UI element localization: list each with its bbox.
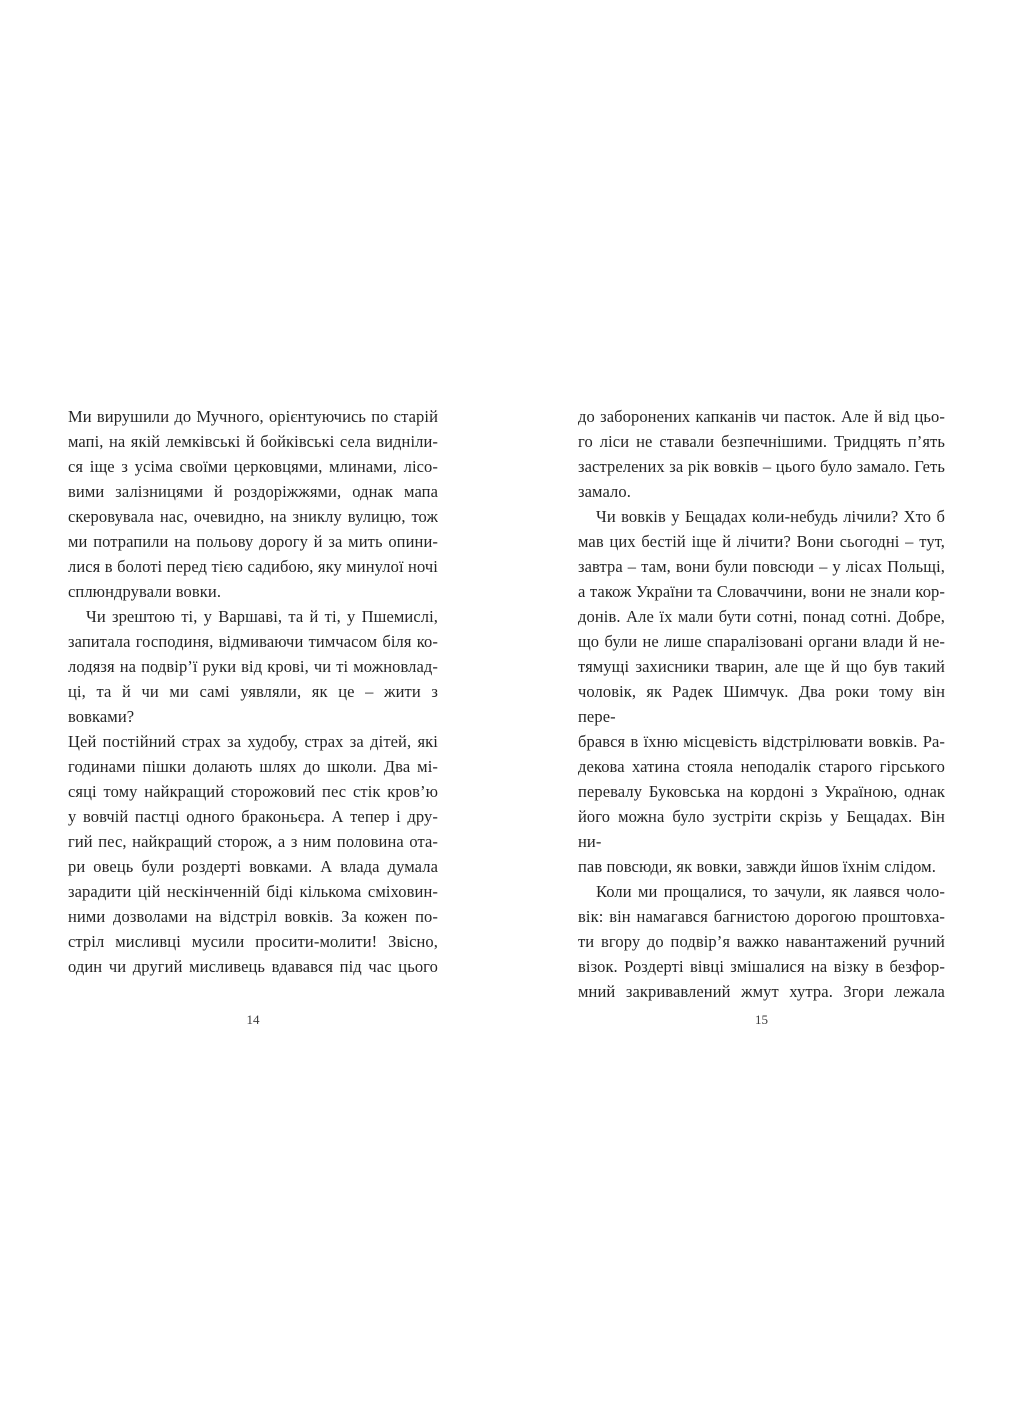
text-line: декова хатина стояла неподалік старого гірського xyxy=(578,757,945,776)
paragraph xyxy=(578,504,945,879)
text-line: його можна було зустріти скрізь у Бещадах. Він ни- xyxy=(578,807,945,851)
text-line: Коли ми прощалися, то зачули, як лаявся чоло- xyxy=(596,882,945,901)
text-line: перевалу Буковська на кордоні з Україною, однак xyxy=(578,782,945,801)
text-line: Чи вовків у Бещадах коли-небудь лічили? Хто б xyxy=(596,507,945,526)
text-line: донів. Але їх мали бути сотні, понад сотні. Добре, xyxy=(578,607,945,626)
text-line: а також України та Словаччини, вони не знали кор- xyxy=(578,582,945,601)
text-line: до заборонених капканів чи пасток. Але й від цьо- xyxy=(578,407,945,426)
text-line: замало. xyxy=(578,482,631,501)
text-line: застрелених за рік вовків – цього було замало. Геть xyxy=(578,457,945,476)
text-line: ними дозволами на відстріл вовків. За кожен по- xyxy=(68,907,438,926)
text-line: запитала господиня, відмиваючи тимчасом біля ко- xyxy=(68,632,438,651)
text-line: візок. Роздерті вівці змішалися на візку в безфор- xyxy=(578,957,945,976)
text-line: го ліси не ставали безпечнішими. Тридцять п’ять xyxy=(578,432,945,451)
text-line: завтра – там, вони були повсюди – у лісах Польщі, xyxy=(578,557,945,576)
text-line: ти вгору до подвір’я важко навантажений ручний xyxy=(578,932,945,951)
page-right-text-block xyxy=(578,404,945,1004)
paragraph xyxy=(68,404,438,604)
text-line: один чи другий мисливець вдавався під час цього xyxy=(68,957,438,976)
text-line: гий пес, найкращий сторож, а з ним половина ота- xyxy=(68,832,438,851)
paragraph xyxy=(578,879,945,1004)
paragraph xyxy=(578,404,945,504)
text-line: сплюндрували вовки. xyxy=(68,582,222,601)
text-line: Цей постійний страх за худобу, страх за дітей, які xyxy=(68,732,438,751)
text-line: Ми вирушили до Мучного, орієнтуючись по старій xyxy=(68,407,438,426)
text-line: вік: він намагався багнистою дорогою проштовха- xyxy=(578,907,945,926)
text-line: зарадити цій нескінченній біді кількома сміховин- xyxy=(68,882,438,901)
text-line: лися в болоті перед тією садибою, яку минулої ночі xyxy=(68,557,438,576)
text-line: скеровувала нас, очевидно, на зниклу вулицю, тож xyxy=(68,507,438,526)
text-line: сяці тому найкращий сторожовий пес стік кров’ю xyxy=(68,782,438,801)
text-line: тямущі захисники тварин, але ще й що був такий xyxy=(578,657,945,676)
text-line: мний закривавлений жмут хутра. Згори лежала xyxy=(578,982,945,1001)
text-line: у вовчій пастці одного браконьєра. А тепер і дру- xyxy=(68,807,438,826)
text-line: Чи зрештою ті, у Варшаві, та й ті, у Пшемислі, xyxy=(86,607,438,626)
paragraph xyxy=(68,604,438,979)
text-line: мав цих бестій іще й лічити? Вони сьогодні – тут, xyxy=(578,532,945,551)
page-number-right: 15 xyxy=(755,1012,768,1027)
text-line: ці, та й чи ми самі уявляли, як це – жити з вовками? xyxy=(68,682,438,726)
text-line: ми потрапили на польову дорогу й за мить опини- xyxy=(68,532,438,551)
page-number-left: 14 xyxy=(246,1012,260,1027)
text-line: мапі, на якій лемківські й бойківські села видніли- xyxy=(68,432,438,451)
text-line: що були не лише спаралізовані органи влади й не- xyxy=(578,632,945,651)
text-line: лодязя на подвір’ї руки від крові, чи ті можновлад- xyxy=(68,657,438,676)
text-line: ся іще з усіма своїми церковцями, млинами, лісо- xyxy=(68,457,438,476)
text-line: ри овець були роздерті вовками. А влада думала xyxy=(68,857,438,876)
text-line: годинами пішки долають шлях до школи. Два мі- xyxy=(68,757,438,776)
text-line: пав повсюди, як вовки, завжди йшов їхнім слідом. xyxy=(578,857,936,876)
text-line: чоловік, як Радек Шимчук. Два роки тому він пере- xyxy=(578,682,945,726)
page-left-text-block xyxy=(68,404,438,979)
text-line: стріл мисливці мусили просити-молити! Звісно, xyxy=(68,932,438,951)
text-line: брався в їхню місцевість відстрілювати вовків. Ра- xyxy=(578,732,945,751)
text-line: вими залізницями й роздоріжжями, однак мапа xyxy=(68,482,438,501)
